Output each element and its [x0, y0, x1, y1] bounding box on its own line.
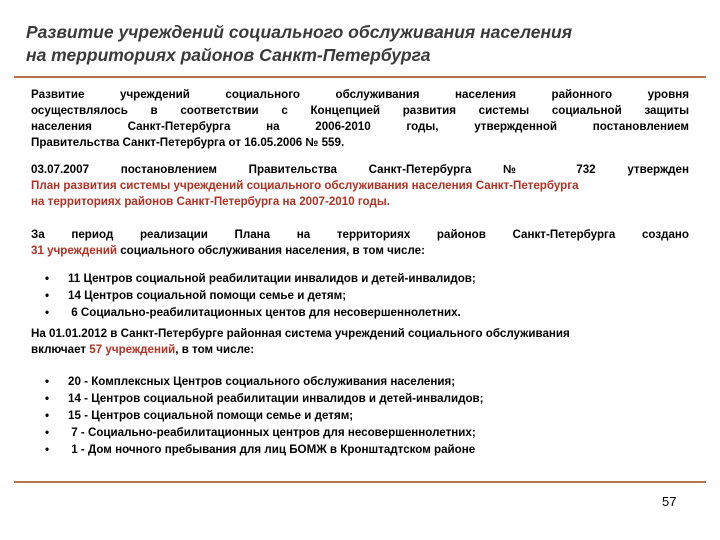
- slide-title-line-2: на территориях районов Санкт-Петербурга: [26, 45, 431, 65]
- paragraph-line: На 01.01.2012 в Санкт-Петербурге районная система учреждений социального обслуживания: [31, 327, 570, 340]
- paragraph-text: социального обслуживания населения, в том числе:: [116, 244, 425, 257]
- bullet-icon: •: [45, 272, 50, 285]
- paragraph-text: включает: [31, 343, 90, 356]
- list-item: [31, 270, 671, 287]
- bullet-icon: •: [45, 392, 50, 405]
- paragraph-text: , в том числе:: [175, 343, 255, 356]
- plan-title-highlight: на территориях районов Санкт-Петербурга на 2007-2010 годы.: [31, 195, 390, 208]
- list-item-text: 20 - Комплексных Центров социального обслуживания населения;: [68, 375, 456, 388]
- list-item-text: 1 - Дом ночного пребывания для лиц БОМЖ в Кронштадтском районе: [68, 443, 476, 456]
- created-institutions-list: [31, 270, 671, 321]
- bullet-icon: •: [45, 289, 50, 302]
- slide-title-line-1: Развитие учреждений социального обслуживания населения: [26, 22, 573, 42]
- list-item-text: 11 Центров социальной реабилитации инвалидов и детей-инвалидов;: [68, 272, 476, 285]
- paragraph-concept: [31, 87, 689, 151]
- list-item-text: 14 Центров социальной помощи семье и детям;: [68, 289, 347, 302]
- paragraph-line: осуществлялось в соответствии с Концепцией развития системы социальной защиты: [31, 104, 689, 117]
- paragraph-current-system: [31, 326, 689, 358]
- count-57-highlight: 57 учреждений: [89, 343, 176, 356]
- paragraph-line: 03.07.2007 постановлением Правительства Санкт-Петербурга № 732 утвержден: [31, 163, 689, 176]
- bottom-divider: [14, 481, 706, 483]
- plan-title-highlight: План развития системы учреждений социального обслуживания населения Санкт-Петербурга: [31, 179, 579, 192]
- list-item: [31, 441, 671, 458]
- bullet-icon: •: [45, 306, 50, 319]
- paragraph-line: За период реализации Плана на территориях районов Санкт-Петербурга создано: [31, 228, 689, 241]
- list-item: [31, 373, 671, 390]
- current-institutions-list: [31, 373, 671, 458]
- paragraph-line: Развитие учреждений социального обслуживания населения районного уровня: [31, 88, 689, 101]
- bullet-icon: •: [45, 409, 50, 422]
- paragraph-results: [31, 227, 689, 259]
- bullet-icon: •: [45, 443, 50, 456]
- paragraph-plan: [31, 162, 689, 210]
- paragraph-line: [31, 342, 689, 358]
- paragraph-line: населения Санкт-Петербурга на 2006-2010 годы, утвержденной постановлением: [31, 120, 689, 133]
- list-item-text: 6 Социально-реабилитационных центов для несовершеннолетних.: [68, 306, 461, 319]
- list-item-text: 15 - Центров социальной помощи семье и детям;: [68, 409, 354, 422]
- list-item-text: 14 - Центров социальной реабилитации инвалидов и детей-инвалидов;: [68, 392, 484, 405]
- bullet-icon: •: [45, 426, 50, 439]
- list-item: [31, 407, 671, 424]
- paragraph-line: Правительства Санкт-Петербурга от 16.05.2006 № 559.: [31, 136, 345, 149]
- paragraph-line: [31, 243, 689, 259]
- list-item: [31, 304, 671, 321]
- top-divider: [14, 76, 706, 78]
- list-item-text: 7 - Социально-реабилитационных центров для несовершеннолетних;: [68, 426, 476, 439]
- count-31-highlight: 31 учреждений: [31, 244, 117, 257]
- slide-title: [26, 21, 686, 67]
- list-item: [31, 287, 671, 304]
- page-number: 57: [662, 494, 677, 509]
- list-item: [31, 390, 671, 407]
- list-item: [31, 424, 671, 441]
- bullet-icon: •: [45, 375, 50, 388]
